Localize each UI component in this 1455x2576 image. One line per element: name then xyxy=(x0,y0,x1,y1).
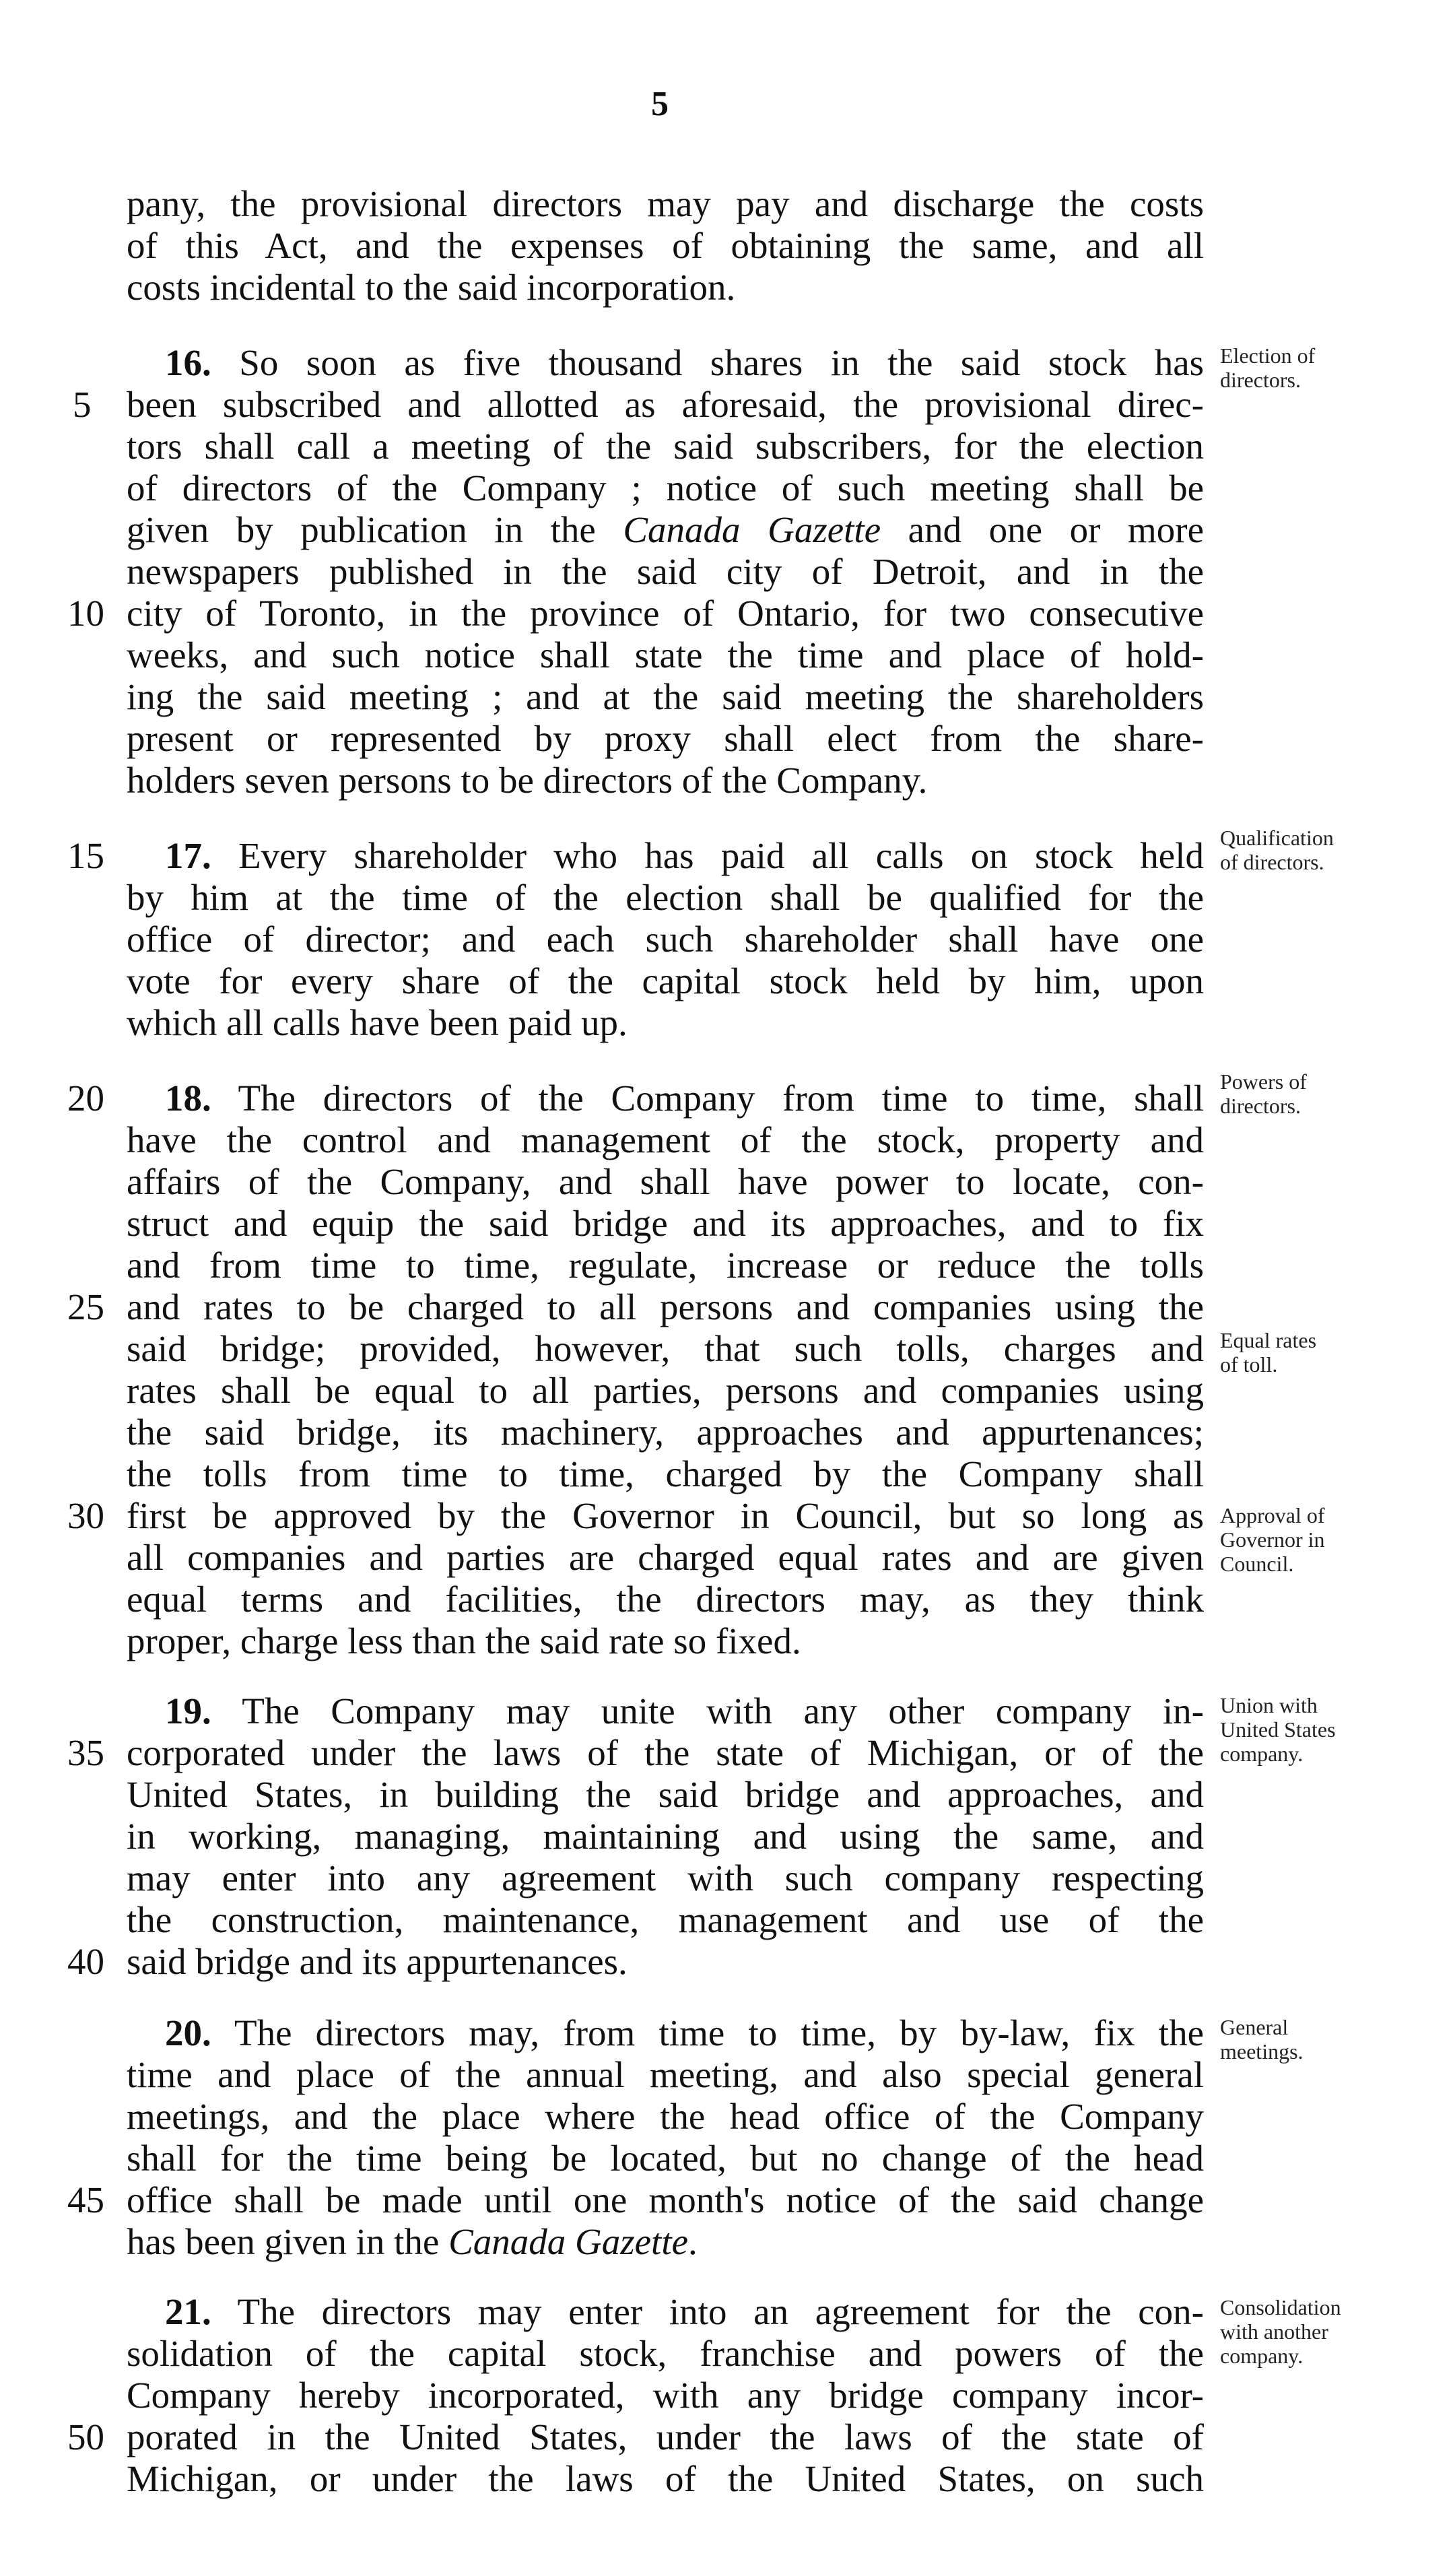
section-number: 19. xyxy=(165,1690,211,1731)
section-19-first-line xyxy=(165,1690,1204,1732)
text-line: equal terms and facilities, the directors may, as they think xyxy=(127,1579,1204,1620)
text-line: United States, in building the said bridge and approaches, and xyxy=(127,1774,1204,1815)
line-number: 10 xyxy=(67,593,104,634)
margin-note-approval: Approval of Governor in Council. xyxy=(1220,1503,1325,1576)
text-line: have the control and management of the stock, property and xyxy=(127,1119,1204,1160)
margin-note-equal-rates: Equal rates of toll. xyxy=(1220,1328,1317,1377)
text-line: corporated under the laws of the state of Michigan, or of the xyxy=(127,1732,1204,1773)
section-17-first-line xyxy=(165,835,1204,877)
text-line: and rates to be charged to all persons and companies using the xyxy=(127,1286,1204,1327)
section-16-first-line xyxy=(165,342,1204,384)
margin-note-powers: Powers of directors. xyxy=(1220,1069,1307,1118)
section-number: 21. xyxy=(165,2291,211,2332)
section-number: 16. xyxy=(165,342,211,383)
text-line: Every shareholder who has paid all calls on stock held xyxy=(238,835,1205,876)
text-line: proper, charge less than the said rate so fixed. xyxy=(127,1620,801,1661)
text-line: newspapers published in the said city of Detroit, and in the xyxy=(127,551,1204,592)
text-line: may enter into any agreement with such company respecting xyxy=(127,1857,1204,1898)
text-line: rates shall be equal to all parties, persons and companies using xyxy=(127,1370,1204,1411)
section-number: 17. xyxy=(165,835,211,876)
text-line: the said bridge, its machinery, approaches and appurtenances; xyxy=(127,1412,1204,1453)
text-line: office shall be made until one month's notice of the said change xyxy=(127,2179,1204,2220)
text-line: holders seven persons to be directors of the Company. xyxy=(127,760,928,801)
text-line: Michigan, or under the laws of the United States, on such xyxy=(127,2458,1204,2499)
text-line: and from time to time, regulate, increase or reduce the tolls xyxy=(127,1245,1204,1286)
margin-note-union: Union with United States company. xyxy=(1220,1693,1336,1766)
text-line: the tolls from time to time, charged by the Company shall xyxy=(127,1453,1204,1494)
margin-note-general-meetings: General meetings. xyxy=(1220,2015,1304,2063)
text-line: pany, the provisional directors may pay and discharge the costs xyxy=(127,183,1204,224)
text-line: The Company may unite with any other company in- xyxy=(242,1690,1204,1731)
text-line: in working, managing, maintaining and using the same, and xyxy=(127,1816,1204,1857)
text-line: Company hereby incorporated, with any bridge company incor- xyxy=(127,2375,1204,2416)
line-number: 50 xyxy=(67,2416,104,2457)
text-line: has been given in the Canada Gazette. xyxy=(127,2221,698,2262)
text-line: time and place of the annual meeting, and also special general xyxy=(127,2054,1204,2095)
line-number: 40 xyxy=(67,1941,104,1982)
text-line: struct and equip the said bridge and its approaches, and to fix xyxy=(127,1203,1204,1244)
text-line: tors shall call a meeting of the said subscribers, for the election xyxy=(127,426,1204,467)
text-line: office of director; and each such shareholder shall have one xyxy=(127,919,1204,960)
text-line: vote for every share of the capital stock held by him, upon xyxy=(127,960,1204,1001)
margin-note-consolidation: Consolidation with another company. xyxy=(1220,2295,1341,2368)
text-line: So soon as five thousand shares in the said stock has xyxy=(239,342,1205,383)
page-number: 5 xyxy=(651,85,669,123)
line-number: 5 xyxy=(73,384,92,425)
text-line: affairs of the Company, and shall have power to locate, con- xyxy=(127,1161,1204,1202)
section-number: 20. xyxy=(165,2012,211,2053)
line-number: 15 xyxy=(67,835,104,876)
text-line: first be approved by the Governor in Council, but so long as xyxy=(127,1495,1204,1536)
text-line: said bridge and its appurtenances. xyxy=(127,1941,628,1982)
text-line: present or represented by proxy shall elect from the share- xyxy=(127,718,1204,759)
margin-note-qualification: Qualification of directors. xyxy=(1220,826,1334,874)
text-line: been subscribed and allotted as aforesaid, the provisional direc- xyxy=(127,384,1204,425)
text-line: The directors may enter into an agreement for the con- xyxy=(237,2291,1204,2332)
text-line: which all calls have been paid up. xyxy=(127,1002,628,1043)
section-number: 18. xyxy=(165,1078,211,1119)
line-number: 25 xyxy=(67,1286,104,1327)
text-line: given by publication in the Canada Gazette and one or more xyxy=(127,509,1204,550)
text-line: by him at the time of the election shall be qualified for the xyxy=(127,877,1204,918)
text-line: all companies and parties are charged equal rates and are given xyxy=(127,1537,1204,1578)
text-line: of directors of the Company ; notice of such meeting shall be xyxy=(127,467,1204,508)
line-number: 45 xyxy=(67,2179,104,2220)
margin-note-election: Election of directors. xyxy=(1220,343,1316,392)
line-number: 20 xyxy=(67,1078,104,1119)
section-20-first-line xyxy=(165,2012,1204,2054)
text-line: solidation of the capital stock, franchise and powers of the xyxy=(127,2333,1204,2374)
section-18-first-line xyxy=(165,1078,1204,1119)
text-line: costs incidental to the said incorporation. xyxy=(127,267,736,308)
text-line: weeks, and such notice shall state the time and place of hold- xyxy=(127,634,1204,675)
text-line: The directors of the Company from time to time, shall xyxy=(238,1078,1205,1119)
text-line: the construction, maintenance, management and use of the xyxy=(127,1899,1204,1940)
text-line: The directors may, from time to time, by by-law, fix the xyxy=(234,2012,1204,2053)
section-21-first-line xyxy=(165,2291,1204,2333)
line-number: 30 xyxy=(67,1495,104,1536)
text-line: shall for the time being be located, but no change of the head xyxy=(127,2138,1204,2179)
text-line: ing the said meeting ; and at the said meeting the shareholders xyxy=(127,676,1204,717)
text-line: meetings, and the place where the head office of the Company xyxy=(127,2096,1204,2137)
text-line: said bridge; provided, however, that such tolls, charges and xyxy=(127,1328,1204,1369)
line-number: 35 xyxy=(67,1732,104,1773)
text-line: porated in the United States, under the laws of the state of xyxy=(127,2416,1204,2457)
text-line: of this Act, and the expenses of obtaining the same, and all xyxy=(127,225,1204,266)
text-line: city of Toronto, in the province of Ontario, for two consecutive xyxy=(127,593,1204,634)
